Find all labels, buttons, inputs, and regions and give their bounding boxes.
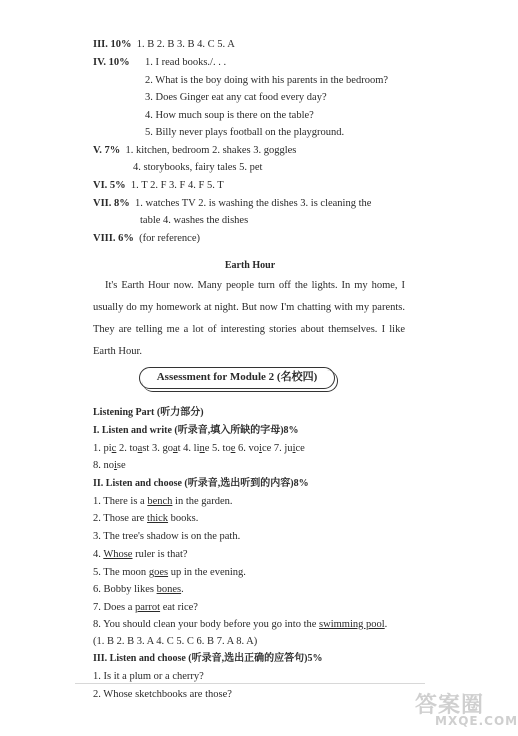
answer-line-VII-2: table 4. washes the dishes [140, 215, 249, 226]
part3-item-2: 2. Whose sketchbooks are those? [93, 689, 232, 700]
text-seg: 7. Does a [93, 602, 135, 613]
answer-text: 1. T 2. F 3. F 4. F 5. T [130, 180, 224, 191]
answer-line-IV-1: 1. I read books./. . . [145, 57, 227, 68]
text-seg: 8. You should clean your body before you go into the [93, 619, 320, 630]
watermark-bottom: MXQE.COM [435, 714, 518, 728]
part1-heading: I. Listen and write (听录音,填入所缺的字母)8% [93, 425, 299, 436]
text-seg: in the garden. [172, 496, 233, 507]
underlined-word: bones [156, 584, 182, 595]
essay-body [93, 275, 405, 363]
answer-line-IV-3: 3. Does Ginger eat any cat food every day? [145, 92, 327, 103]
answer-line-IV-4: 4. How much soup is there on the table? [145, 110, 314, 121]
text-seg: ce [295, 443, 305, 454]
text-seg: 3. The tree's shadow is on the path. [93, 531, 241, 542]
answer-line-IV-2: 2. What is the boy doing with his parents in the bedroom? [145, 75, 389, 86]
text-seg: se [116, 460, 126, 471]
answer-text: (for reference) [139, 233, 200, 244]
answer-line-IV-5: 5. Billy never plays football on the playground. [145, 127, 345, 138]
answer-line-V-1 [93, 144, 296, 157]
part3-item-1: 1. Is it a plum or a cherry? [93, 671, 204, 682]
part2-answers: (1. B 2. B 3. A 4. C 5. C 6. B 7. A 8. A) [93, 636, 258, 647]
essay-paragraph: It's Earth Hour now. Many people turn off the lights. In my home, I usually do my homework at night. But now I'm chatting with my parents. They are telling me a lot of interesting stories about themselves. I like Earth Hour. [93, 280, 405, 357]
answer-line-VI [93, 179, 224, 192]
text-seg: 8. no [93, 460, 114, 471]
filled-letter: c [111, 443, 117, 454]
underlined-word: goes [148, 567, 169, 578]
assessment-title-box [139, 367, 335, 389]
part2-item-6 [93, 583, 184, 596]
filled-letter: i [259, 443, 262, 454]
underlined-word: swimming pool [319, 619, 385, 630]
answer-line-V-2: 4. storybooks, fairy tales 5. pet [133, 162, 263, 173]
text-seg: 1. There is a [93, 496, 148, 507]
part3-heading: III. Listen and choose (听录音,选出正确的应答句)5% [93, 653, 323, 664]
filled-letter: e [230, 443, 236, 454]
filled-letter: n [199, 443, 205, 454]
watermark-logo [415, 688, 518, 732]
filled-letter: i [114, 460, 117, 471]
section-label: VI. 5% [93, 180, 126, 191]
part2-item-8 [93, 618, 387, 631]
section-label: VIII. 6% [93, 233, 134, 244]
section-label-IV: IV. 10% [93, 57, 130, 68]
text-seg: 6. Bobby likes [93, 584, 157, 595]
text-seg: e 5. to [204, 443, 231, 454]
underlined-word: thick [147, 513, 169, 524]
part2-heading: II. Listen and choose (听录音,选出听到的内容)8% [93, 478, 309, 489]
essay-title: Earth Hour [224, 260, 276, 271]
text-seg: eat rice? [160, 602, 198, 613]
part1-line-2 [93, 459, 126, 472]
answer-line-VIII [93, 232, 200, 245]
text-seg: ce 7. ju [261, 443, 293, 454]
assessment-title: Assessment for Module 2 (名校四) [156, 371, 318, 383]
answer-text: 1. kitchen, bedroom 2. shakes 3. goggles [125, 145, 297, 156]
text-seg: up in the evening. [168, 567, 246, 578]
text-seg: . [181, 584, 184, 595]
filled-letter: a [172, 443, 178, 454]
section-label: VII. 8% [93, 198, 130, 209]
listening-heading: Listening Part (听力部分) [93, 407, 204, 418]
answer-text: 1. watches TV 2. is washing the dishes 3. is cleaning the [135, 198, 372, 209]
part1-line-1 [93, 442, 305, 455]
section-label: III. 10% [93, 39, 132, 50]
filled-letter: i [292, 443, 296, 454]
watermark-top: 答案圈 [415, 693, 485, 718]
part2-item-3 [93, 530, 240, 543]
part2-item-2 [93, 512, 198, 525]
filled-letter: a [137, 443, 143, 454]
text-seg: 2. Those are [93, 513, 148, 524]
text-seg: 6. vo [235, 443, 260, 454]
answer-line-III [93, 38, 235, 51]
part2-item-4 [93, 548, 188, 561]
part2-item-5 [93, 566, 246, 579]
underlined-word: bench [147, 496, 173, 507]
answer-line-VII-1 [93, 197, 371, 210]
text-seg: . [384, 619, 388, 630]
underlined-word: Whose [103, 549, 133, 560]
footer-divider [75, 683, 425, 684]
text-seg: 2. to [116, 443, 138, 454]
text-seg: books. [168, 513, 199, 524]
underlined-word: parrot [135, 602, 161, 613]
text-seg: t 4. li [177, 443, 200, 454]
part2-item-7 [93, 601, 198, 614]
section-label: V. 7% [93, 145, 121, 156]
text-seg: 4. [93, 549, 104, 560]
text-seg: 1. pi [93, 443, 112, 454]
text-seg: st 3. go [142, 443, 173, 454]
part2-item-1 [93, 495, 232, 508]
text-seg: 5. The moon [93, 567, 149, 578]
text-seg: ruler is that? [132, 549, 188, 560]
answer-text: 1. B 2. B 3. B 4. C 5. A [136, 39, 235, 50]
